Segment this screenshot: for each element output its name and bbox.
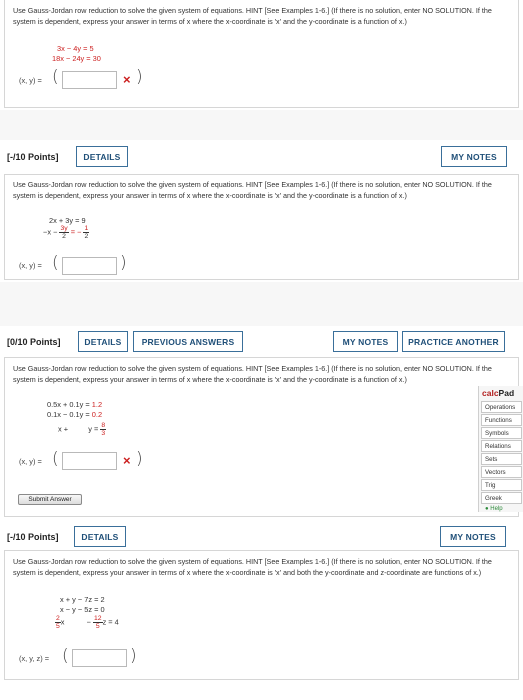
submit-answer-button[interactable]: Submit Answer [18,494,82,505]
numerator: 8 [101,422,106,429]
equation-1: 3x − 4y = 5 [57,44,94,53]
answer-input[interactable] [72,649,127,667]
calcpad-functions[interactable]: Functions [481,414,522,426]
spacer [0,282,523,326]
details-button[interactable]: DETAILS [76,146,128,167]
question-text: Use Gauss-Jordan row reduction to solve the given system of equations. HINT [See Examples 1-6.] (If there is no solution, enter NO SOLUTION. If the system is dependent, express your answer in terms of x where the x-coordinate is 'x' and the y-coordinate is a function of x.) [13,6,492,26]
calcpad-panel [478,386,523,512]
eq2-mid: = − [70,227,82,237]
equation-2 [47,410,102,419]
denominator: 5 [95,623,100,630]
help-label: Help [490,506,503,512]
answer-input[interactable] [62,71,117,89]
calcpad-symbols[interactable]: Symbols [481,427,522,439]
answer-input[interactable] [62,257,117,275]
question-header-2 [4,141,519,175]
calcpad-greek[interactable]: Greek [481,492,522,504]
fraction-3y-2 [59,225,68,240]
question-text: Use Gauss-Jordan row reduction to solve the given system of equations. HINT [See Examples 1-6.] (If there is no solution, enter NO SOLUTION. If the system is dependent, express your answer in terms of x where the x-coordinate is 'x' and the y-coordinate is a function of x.) [13,364,492,384]
eq2-left: −x − [43,227,58,237]
question-text: Use Gauss-Jordan row reduction to solve the given system of equations. HINT [See Examples 1-6.] (If there is no solution, enter NO SOLUTION. If the system is dependent, express your answer in terms of x where the x-coordinate is 'x' and the y-coordinate is a function of x.) [13,180,492,200]
calcpad-title-a: calc [482,388,499,398]
eq3-minus: − [86,617,91,627]
points-label: [-/10 Points] [7,152,59,162]
answer-label: (x, y, z) = [19,654,50,663]
calcpad-vectors[interactable]: Vectors [481,466,522,478]
close-paren: ) [120,253,127,273]
previous-answers-button[interactable]: PREVIOUS ANSWERS [133,331,243,352]
equation-2 [43,225,89,240]
equation-3 [58,422,106,437]
open-paren: ( [52,67,59,87]
calcpad-relations[interactable]: Relations [481,440,522,452]
incorrect-icon: × [123,72,131,87]
question-text: Use Gauss-Jordan row reduction to solve the given system of equations. HINT [See Examples 1-6.] (If there is no solution, enter NO SOLUTION. If the system is dependent, express your answer in terms of x where the x-coordinate is 'x' and both the y-coordinate and z-coordinate are functions of x.) [13,557,492,577]
equation-1-text: 2x + 3y = 9 [49,216,86,225]
equation-2: 18x − 24y = 30 [52,54,101,63]
question-card-2 [4,174,519,280]
eq2-left: 0.1x − 0.1y = [47,410,90,419]
equation-1: x + y − 7z = 2 [60,595,105,604]
close-paren: ) [130,646,137,666]
points-label: [-/10 Points] [7,532,59,542]
eq1-right: 1.2 [91,400,103,409]
my-notes-button[interactable]: MY NOTES [440,526,506,547]
eq1-left: 0.5x + 0.1y = [47,400,90,409]
calcpad-sets[interactable]: Sets [481,453,522,465]
numerator: 1 [84,225,89,232]
calcpad-title-b: Pad [498,388,515,398]
open-paren: ( [62,646,69,666]
my-notes-button[interactable]: MY NOTES [333,331,398,352]
question-card-1 [4,0,519,108]
equation-1 [49,216,86,225]
fraction-8-3 [100,422,106,437]
eq3-rest: z = 4 [102,617,119,627]
answer-input[interactable] [62,452,117,470]
numerator: 3y [60,225,68,232]
question-card-3 [4,357,519,517]
close-paren: ) [136,449,143,469]
fraction-12-5 [93,615,103,630]
equation-3 [55,615,119,630]
open-paren: ( [52,253,59,273]
answer-label: (x, y) = [19,76,42,85]
calcpad-title [479,386,523,400]
fraction-1-2 [83,225,89,240]
my-notes-button[interactable]: MY NOTES [441,146,507,167]
eq2-right: 0.2 [91,410,103,419]
incorrect-icon: × [123,453,131,468]
numerator: 12 [94,615,102,622]
numerator: 2 [56,615,60,622]
eq3-x: x [60,617,65,627]
answer-label: (x, y) = [19,457,42,466]
eq3-left: x + [58,424,69,434]
equation-2: x − y − 5z = 0 [60,605,105,614]
equation-1 [47,400,102,409]
close-paren: ) [136,67,143,87]
denominator: 3 [101,430,106,437]
question-header-3 [4,327,519,361]
details-button[interactable]: DETAILS [74,526,126,547]
open-paren: ( [52,449,59,469]
details-button[interactable]: DETAILS [78,331,128,352]
question-card-4 [4,550,519,680]
answer-label: (x, y) = [19,261,42,270]
denominator: 5 [56,623,60,630]
calcpad-operations[interactable]: Operations [481,401,522,413]
practice-another-button[interactable]: PRACTICE ANOTHER [402,331,505,352]
spacer [0,110,523,140]
points-label: [0/10 Points] [7,337,61,347]
calcpad-help[interactable] [479,505,523,512]
calcpad-trig[interactable]: Trig [481,479,522,491]
help-icon: ● [485,506,489,512]
denominator: 2 [84,233,89,240]
eq3-mid: y = [88,424,99,434]
denominator: 2 [62,233,66,240]
